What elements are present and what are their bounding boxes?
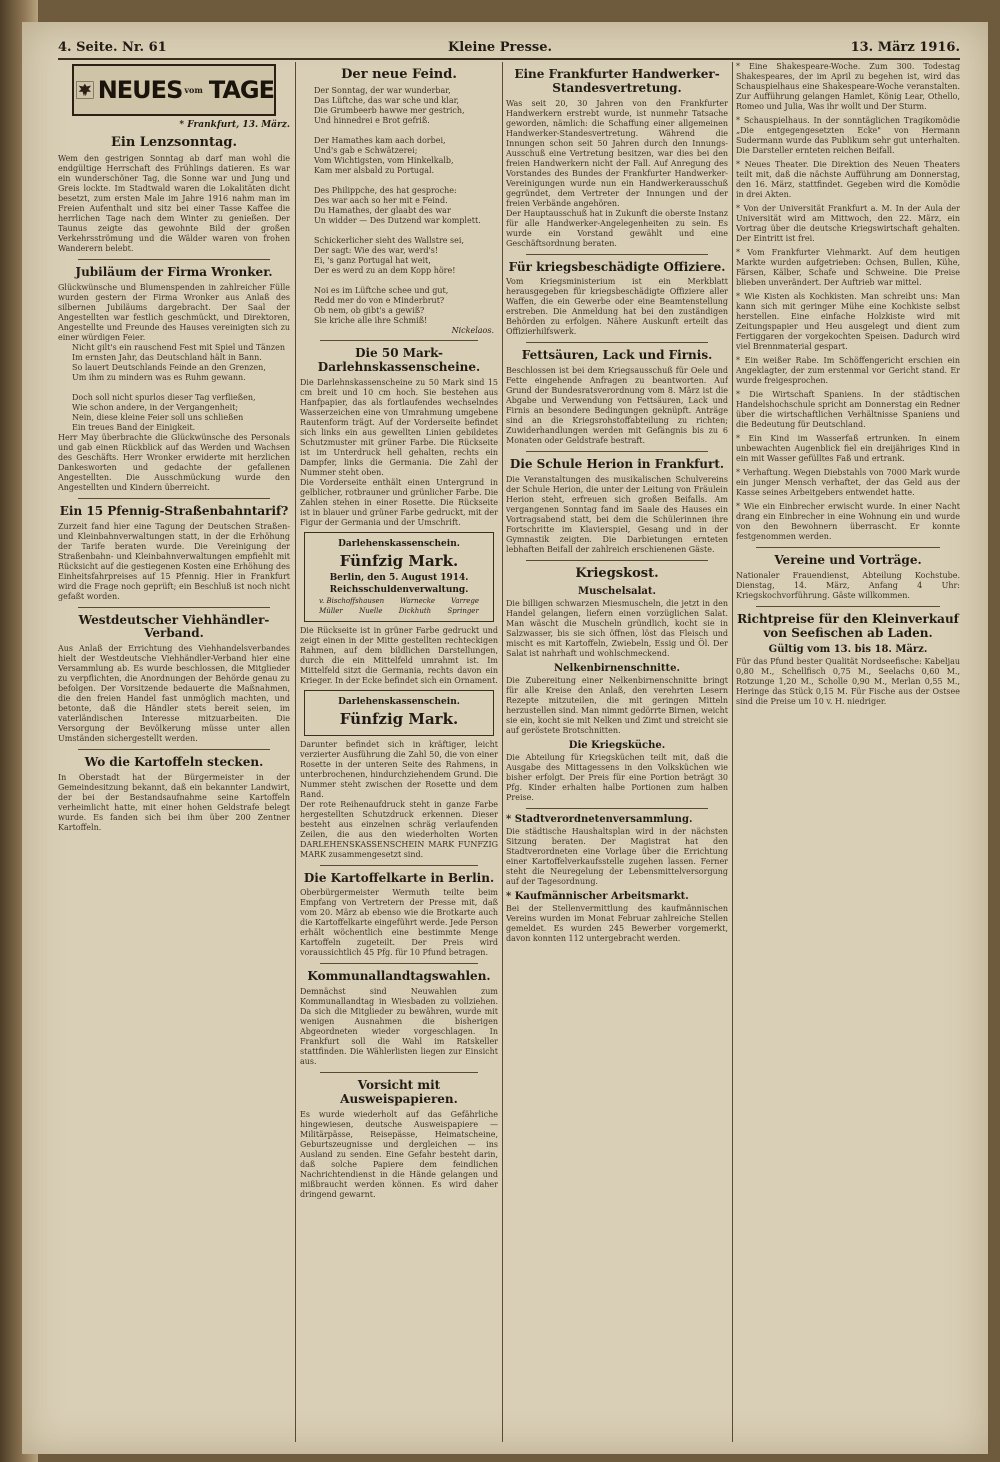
banknote-signatures — [311, 607, 487, 615]
recipe-title: Die Kriegsküche. — [568, 739, 666, 751]
news-item: * Neues Theater. Die Direktion des Neuen Theaters teilt mit, daß die nächste Aufführung am Donnerstag, den 16. März, stattfindet. Gegeben wird die Komödie in drei Akten. — [736, 160, 960, 199]
article-text: Aus Anlaß der Errichtung des Viehhandelsverbandes hielt der Westdeutsche Viehhändler-Verband hier eine Versammlung ab. Es wurde beschlossen, die Mitglieder zu verpflichten, die Anordnungen der Behörde genau zu befolgen. Der Vorsitzende bedauerte die Maßnahmen, die den freien Handel fast unmöglich machten, und betonte, daß die Händler stets bereit seien, im vaterländischen Interesse mitzuarbeiten. Die Versorgung der Bevölkerung müsse unter allen Umständen sichergestellt werden. — [58, 644, 290, 744]
article-text: Wem den gestrigen Sonntag ab darf man wohl die endgültige Herrschaft des Frühlings datieren. Es war ein wunderschöner Tag, die Sonne war und Jung und Greis lockte. Im Stadtwald waren die Lokalitäten dicht besetzt, zum ersten Male im Jahre 1916 nahm man im Freien Aufenthalt und sitz bei einer Tasse Kaffee die herrlichen Tage nach dem Winter zu genießen. Der Taunus zeigte das gewohnte Bild der großen Verkehrsströmung und die Wälder waren von frohen Wanderern belebt. — [58, 153, 290, 253]
article-text: Nationaler Frauendienst, Abteilung Kochstube. Dienstag, 14. März, Anfang 4 Uhr: Kriegskochvorführung. Gäste willkommen. — [736, 570, 960, 600]
article-title: Richtpreise für den Kleinverkauf von Seefischen ab Laden. — [737, 611, 959, 640]
signature: Nuelle — [359, 606, 383, 615]
signature: Müller — [319, 606, 343, 615]
article-text: Glückwünsche und Blumenspenden in zahlreicher Fülle wurden gestern der Firma Wronker aus Anlaß des silbernen Jubiläums dargebracht. Der Saal der Angestellten war festlich geschmückt, und Direktoren, Angestellte und Freunde des Hauses vereinigten sich zu einer würdigen Feier. — [58, 282, 290, 342]
article-title: Die 50 Mark-Darlehnskassenscheine. — [317, 345, 481, 374]
column-rule — [502, 62, 503, 1442]
news-item: * Wie ein Einbrecher erwischt wurde. In einer Nacht drang ein Einbrecher in eine Wohnung ein und wurde von den Bewohnern überrascht. Er konnte festgenommen werden. — [736, 502, 960, 541]
divider — [756, 547, 940, 548]
article-title: Kriegskost. — [575, 565, 659, 581]
banknote-title: Darlehenskassenschein. — [338, 538, 460, 549]
banknote-box — [304, 690, 494, 736]
column-rule — [295, 62, 296, 1442]
news-item: * Schauspielhaus. In der sonntäglichen Tragikomödie „Die entgegengesetzten Ecke" von Hermann Sudermann wurde das Publikum sehr gut unterhalten. Die Darsteller ernteten reichen Beifall. — [736, 116, 960, 155]
article-title: Jubiläum der Firma Wronker. — [75, 264, 273, 279]
dateline: * Frankfurt, 13. März. — [179, 120, 290, 130]
divider — [78, 498, 270, 499]
article-title: Wo die Kartoffeln stecken. — [84, 755, 264, 770]
divider — [320, 963, 478, 964]
banknote-office: Reichsschuldenverwaltung. — [329, 584, 469, 595]
divider — [526, 254, 708, 255]
signature: Dickhuth — [398, 606, 432, 615]
header-rule — [58, 58, 960, 60]
news-item: * Verhaftung. Wegen Diebstahls von 7000 Mark wurde ein junger Mensch verhaftet, der das Geld aus der Kasse seines Arbeitgebers entwendet hatte. — [736, 468, 960, 497]
divider — [78, 259, 270, 260]
news-item: * Ein Kind im Wasserfaß ertrunken. In einem unbewachten Augenblick fiel ein dreijähriges Kind in ein mit Wasser gefülltes Faß und ertrank. — [736, 434, 960, 463]
news-item: * Ein weißer Rabe. Im Schöffengericht erschien ein Angeklagter, der zum erstenmal vor Gericht stand. Er wurde freigesprochen. — [736, 356, 960, 385]
divider — [320, 865, 478, 866]
article-title: Die Kartoffelkarte in Berlin. — [303, 870, 495, 885]
divider — [526, 451, 708, 452]
article-title: Fettsäuren, Lack und Firnis. — [521, 348, 713, 363]
signature: Springer — [447, 606, 479, 615]
article-title: * Stadtverordnetenversammlung. — [506, 813, 693, 825]
page-number: 4. Seite. Nr. 61 — [58, 40, 167, 55]
article-text: Die Darlehnskassenscheine zu 50 Mark sind 15 cm breit und 10 cm hoch. Sie bestehen aus Hanfpapier, das als fortlaufendes wechselndes Wasserzeichen eine von Umrahmung umgebene Rautenform trägt. Auf der Vorderseite befindet sich links ein aus gewellten Linien gebildetes Schutzmuster mit grüner Farbe. Die Rückseite ist im Unterdruck hell gehalten, rechts ein Dampfer, links die Germania. Die Zahl der Nummer steht oben. — [300, 377, 498, 477]
masthead: Kleine Presse. — [448, 40, 553, 55]
article-text: Oberbürgermeister Wermuth teilte beim Empfang von Vertretern der Presse mit, daß vom 20. März ab ebenso wie die Brotkarte auch die Kartoffelkarte eingeführt werde. Jede Person erhält wöchentlich eine bestimmte Menge Kartoffeln zugeteilt. Der Preis wird voraussichtlich 45 Pfg. für 10 Pfund betragen. — [300, 888, 498, 958]
issue-date: 13. März 1916. — [850, 40, 960, 55]
article-text: Für das Pfund bester Qualität Nordseefische: Kabeljau 0,80 M., Schellfisch 0,75 M., Seelachs 0,60 M., Rotzunge 1,20 M., Scholle 0,90 M., Merlan 0,55 M., Heringe das Stück 0,15 M. Für Fische aus der Ostsee sind die Preise um 10 v. H. niedriger. — [736, 657, 960, 707]
article-text: Die Vorderseite enthält einen Untergrund in gelblicher, rotbrauner und grünlicher Farbe. Die Zahlen stehen in einer Rosette. Die Rückseite ist in blauer und grüner Farbe gedruckt, mit der Figur der Germania und der Umschrift. — [300, 477, 498, 527]
recipe-title: Nelkenbirnenschnitte. — [554, 662, 680, 674]
banknote-title: Darlehenskassenschein. — [338, 696, 460, 707]
divider — [526, 560, 708, 561]
article-text: Beschlossen ist bei dem Kriegsausschuß für Oele und Fette eingehende Anfragen zu beantworten. Auf Grund der Bundesratsverordnung vom 8. März ist die Abgabe und Verwendung von Fettsäuren, Lack und Firnis an besondere Bedingungen geknüpft. Anträge sind an die Kriegsrohstoffabteilung zu richten; Zuwiderhandlungen werden mit Gefängnis bis zu 6 Monaten oder Geldstrafe bestraft. — [506, 366, 728, 446]
banknote-value: Fünfzig Mark. — [339, 709, 459, 728]
article-title: Eine Frankfurter Handwerker-Standesvertretung. — [514, 67, 720, 95]
news-item: * Vom Frankfurter Viehmarkt. Auf dem heutigen Markte wurden aufgetrieben: Ochsen, Bullen, Kühe, Färsen, Kälber, Schafe und Schweine. Die Preise blieben unverändert. Der Auftrieb war mittel. — [736, 248, 960, 287]
article-title: Der neue Feind. — [341, 67, 457, 82]
article-title: Die Schule Herion in Frankfurt. — [509, 457, 725, 472]
article-text: Die Abteilung für Kriegsküchen teilt mit, daß die Ausgabe des Mittagessens in den Volksküchen wie bisher erfolgt. Der Preis für eine Portion beträgt 30 Pfg. Kinder erhalten halbe Portionen zum halben Preise. — [506, 752, 728, 802]
article-text: Die Zubereitung einer Nelkenbirnenschnitte bringt für alle Kreise den Anlaß, den verehrten Lesern Rezepte mitzuteilen, die mit geringen Mitteln herzustellen sind. Man nimmt gedörrte Birnen, weicht sie ein, kocht sie mit Nelken und Zimt und streicht sie auf geröstete Brotschnitten. — [506, 675, 728, 735]
news-item: * Die Wirtschaft Spaniens. In der städtischen Handelshochschule spricht am Donnerstag ein Redner über die wirtschaftlichen Verhältnisse Spaniens und die Bedeutung für Deutschland. — [736, 390, 960, 429]
news-item: * Wie Kisten als Kochkisten. Man schreibt uns: Man kann sich mit geringer Mühe eine Kochkiste selbst herstellen. Eine einfache Holzkiste wird mit Zeitungspapier und Heu ausgelegt und dient zum Fertiggaren der vorgekochten Speisen. Dadurch wird viel Brennmaterial gespart. — [736, 292, 960, 351]
divider — [320, 1072, 478, 1073]
article-text: Vom Kriegsministerium ist ein Merkblatt herausgegeben für kriegsbeschädigte Offiziere aller Waffen, die ein Gewerbe oder eine Beamtenstellung erstreben. Die Anmeldung hat bei den zuständigen Behörden zu erfolgen. Nähere Auskunft erteilt das Offizierhilfswerk. — [506, 277, 728, 337]
column-4 — [736, 62, 960, 1442]
article-text: Die Rückseite ist in grüner Farbe gedruckt und zeigt einen in der Mitte gestellten rechteckigen Rahmen, auf dem bildlichen Darstellungen, durch die ein Mittelfeld umrahmt ist. Im Mittelfeld sitzt die Germania, rechts davon ein Krieger. In der Ecke befindet sich ein Ornament. — [300, 625, 498, 685]
signature: v. Bischoffshausen — [318, 596, 385, 605]
article-title: Ein 15 Pfennig-Straßenbahntarif? — [59, 503, 289, 518]
divider — [526, 342, 708, 343]
banknote-value: Fünfzig Mark. — [339, 551, 459, 570]
news-item: * Von der Universität Frankfurt a. M. In der Aula der Universität wird am Mittwoch, den 22. März, ein Vortrag über die deutsche Kriegswirtschaft gehalten. Der Eintritt ist frei. — [736, 204, 960, 243]
banner-neues: NEUES — [97, 76, 183, 104]
article-text: Der rote Reihenaufdruck steht in ganze Farbe hergestellten Schutzdruck erkennen. Dieser besteht aus einzelnen schräg verlaufenden Zeilen, die aus den wiederholten Worten DARLEHENSKASSENSCHEIN MARK FUNFZIG MARK zusammengesetzt sind. — [300, 799, 498, 859]
signature: Varrege — [450, 596, 480, 605]
article-title: Vereine und Vorträge. — [774, 553, 922, 567]
signature: Warnecke — [400, 596, 436, 605]
author-signature: Nickelaos. — [451, 325, 494, 335]
article-text: Bei der Stellenvermittlung des kaufmännischen Vereins wurden im Monat Februar zahlreiche Stellen gemeldet. Es wurden 245 Bewerber vorgemerkt, davon konnten 112 untergebracht werden. — [506, 903, 728, 943]
article-subtitle: Gültig vom 13. bis 18. März. — [768, 644, 928, 656]
article-text: Darunter befindet sich in kräftiger, leicht verzierter Ausführung die Zahl 50, die von einer Rosette in der unteren Seite des Rahmens, in unterbrochenen, hindurchziehendem Grund. Die Nummer steht zwischen der Rosette und dem Rand. — [300, 739, 498, 799]
article-title: Kommunallandtagswahlen. — [307, 969, 491, 984]
eagle-icon — [76, 70, 94, 110]
column-rule — [732, 62, 733, 1442]
article-text: In Oberstadt hat der Bürgermeister in der Gemeindesitzung bekannt, daß ein bekannter Landwirt, der bei der Bestandsaufnahme seine Kartoffeln verheimlicht hatte, mit einer hohen Geldstrafe belegt wurde. Es fanden sich bei ihm über 200 Zentner Kartoffeln. — [58, 772, 290, 832]
neues-vom-tage-banner — [72, 64, 276, 116]
article-title: * Kaufmännischer Arbeitsmarkt. — [506, 890, 689, 902]
banner-vom: vom — [184, 85, 203, 95]
article-text: Der Hauptausschuß hat in Zukunft die oberste Instanz für alle Handwerker-Angelegenheiten zu sein. Es wurde ein Vorstand gewählt und eine Geschäftsordnung beraten. — [506, 208, 728, 248]
article-poem: Nicht gilt's ein rauschend Fest mit Spiel und Tänzen Im ernsten Jahr, das Deutschland hält in Bann. So lauert Deutschlands Feinde an den Grenzen, Um ihm zu mindern was es Ruhm gewann. Doch soll nicht spurlos dieser Tag verfließen, Wie schon andere, in der Vergangenheit; Nein, diese kleine Feier soll uns schließen Ein treues Band der Einigkeit. — [72, 342, 285, 432]
banknote-date: Berlin, den 5. August 1914. — [329, 572, 469, 583]
divider — [78, 607, 270, 608]
article-poem: Der Sonntag, der war wunderbar, Das Lüftche, das war sche und klar, Die Grumbeerb hawwe mer gestrich, Und hinnedrei e Brot gefriß. Der Hamathes kam aach dorbei, Und's gab e Schwätzerei; Vom Wichtigsten, vom Hinkelkalb, Kam mer alsbald zu Portugal. Des Philippche, des hat gesproche: Des war aach so her mit e Feind. Du Hamathes, der glaabt des war Un widder — Des Dutzend war komplett. Schickerlicher sieht des Wallstre sei, Der sagt: Wie des war, werd's! Ei, 's ganz Portugal hat weit, Der es werd zu an dem Kopp höre! Noi es im Lüftche schee und gut, Redd mer do von e Minderbrut? Ob nem, ob gibt's a gewiß? Sie kriche alle ihre Schmiß! — [314, 85, 481, 325]
page-header — [58, 40, 960, 58]
column-3 — [506, 62, 728, 1442]
column-2 — [300, 62, 498, 1442]
article-text: Was seit 20, 30 Jahren von den Frankfurter Handwerkern erstrebt wurde, ist nunmehr Tatsache geworden, nämlich: die Schaffung einer allgemeinen Handwerker-Standesvertretung. Während die Innungen schon seit 50 Jahren durch den Innungs-Ausschuß eine Vertretung besitzen, war dies bei den freien Handwerkern nicht der Fall. Auf Anregung des Vorstandes des Bundes der Frankfurter Handwerker-Vereinigungen wurde nun ein Handwerkerausschuß gegründet, dem Vertreter der Innungen und der freien Verbände angehören. — [506, 98, 728, 208]
banknote-box — [304, 532, 494, 622]
article-text: Die städtische Haushaltsplan wird in der nächsten Sitzung beraten. Der Magistrat hat den Stadtverordneten eine Vorlage über die Errichtung einer Kartoffelverkaufsstelle zugehen lassen. Ferner steht die Neuregelung der Lebensmittelversorgung auf der Tagesordnung. — [506, 826, 728, 886]
divider — [320, 340, 478, 341]
banknote-signatures — [311, 597, 487, 605]
divider — [526, 808, 708, 809]
article-text: Die billigen schwarzen Miesmuscheln, die jetzt in den Handel gelangen, liefern einen vorzüglichen Salat. Man wäscht die Muscheln gründlich, kocht sie in Salzwasser, bis sie sich öffnen, löst das Fleisch und mischt es mit Kartoffeln, Zwiebeln, Essig und Öl. Der Salat ist nahrhaft und wohlschmeckend. — [506, 598, 728, 658]
divider — [756, 606, 940, 607]
article-text: Demnächst sind Neuwahlen zum Kommunallandtag in Wiesbaden zu vollziehen. Da sich die Mitglieder zu bewähren, wurde mit wenigen Ausnahmen die bisherigen Abgeordneten wieder vorgeschlagen. In Frankfurt soll die Wahl im Ratskeller stattfinden. Die Wählerlisten liegen zur Einsicht aus. — [300, 987, 498, 1067]
divider — [78, 749, 270, 750]
article-title: Ein Lenzsonntag. — [110, 135, 237, 150]
banner-tage: TAGE — [208, 76, 274, 104]
article-text: Zurzeit fand hier eine Tagung der Deutschen Straßen- und Kleinbahnverwaltungen statt, in der die Erhöhung der Tarife beraten wurde. Die Vereinigung der Straßenbahn- und Kleinbahnverwaltungen empfiehlt mit Rücksicht auf die gestiegenen Kosten eine Erhöhung des Einheitsfahrpreises auf 15 Pfennig. Hier in Frankfurt wird die Frage noch geprüft; ein Beschluß ist noch nicht gefaßt worden. — [58, 521, 290, 601]
article-title: Westdeutscher Viehhändler-Verband. — [78, 612, 270, 641]
recipe-title: Muschelsalat. — [578, 585, 656, 597]
article-text: Es wurde wiederholt auf das Gefährliche hingewiesen, deutsche Ausweispapiere — Militärpässe, Reisepässe, Heimatscheine, Geburtszeugnisse und dergleichen — ins Ausland zu senden. Eine Gefahr besteht darin, daß solche Papiere dem feindlichen Nachrichtendienst in die Hände gelangen und mißbraucht werden können. Es wird daher dringend gewarnt. — [300, 1109, 498, 1199]
article-text: Die Veranstaltungen des musikalischen Schulvereins der Schule Herion, die unter der Leitung von Fräulein Herion steht, erfreuen sich großen Beifalls. Am vergangenen Sonntag fand im Saale des Hauses ein Vortragsabend statt, bei dem die Schülerinnen ihre Fortschritte im Klavierspiel, Gesang und in der Gymnastik zeigten. Die Darbietungen ernteten lebhaften Beifall der zahlreich erschienenen Gäste. — [506, 474, 728, 554]
article-title: Vorsicht mit Ausweispapieren. — [340, 1078, 458, 1106]
column-1 — [58, 62, 290, 1442]
article-text: Herr May überbrachte die Glückwünsche des Personals und gab einen Rückblick auf das Werden und Wachsen des Geschäfts. Herr Wronker erwiderte mit herzlichen Dankesworten und gedachte der gefallenen Angestellten. Die Ausschmückung wurde den Angestellten und Kindern überreicht. — [58, 432, 290, 492]
article-title: Für kriegsbeschädigte Offiziere. — [508, 259, 726, 274]
news-item: * Eine Shakespeare-Woche. Zum 300. Todestag Shakespeares, der im April zu begehen ist, wird das Schauspielhaus eine Shakespeare-Woche veranstalten. Zur Aufführung gelangen Hamlet, König Lear, Othello, Romeo und Julia, Was ihr wollt und Der Sturm. — [736, 62, 960, 111]
